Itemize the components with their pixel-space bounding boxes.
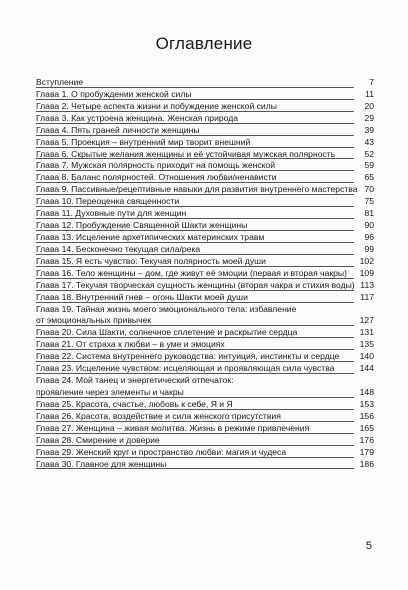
toc-entry-title: Глава 7. Мужская полярность приходит на помощь женской <box>36 160 276 171</box>
toc-entry <box>36 149 374 161</box>
toc-entry <box>36 280 374 292</box>
page-number: 5 <box>365 540 372 552</box>
toc-entry-page-number: 70 <box>364 184 374 195</box>
toc-entry-title: Глава 3. Как устроена женщина. Женская природа <box>36 112 239 123</box>
toc-entry <box>36 447 374 459</box>
toc-entry-title: Вступление <box>36 77 84 87</box>
toc-entry <box>36 244 374 256</box>
toc-entry-title: Глава 14. Бесконечно текущая сила/река <box>36 243 201 254</box>
toc-entry-title: Глава 29. Женский круг и пространство любви: магия и чудеса <box>36 446 287 457</box>
toc-entry-page-number: 59 <box>364 160 374 171</box>
toc-entry-page-number: 165 <box>359 422 374 433</box>
toc-entry-title: Глава 19. Тайная жизнь моего эмоционального тела: избавление <box>36 303 297 314</box>
toc-entry-title-continued: проявление через элементы и чакры <box>36 386 184 397</box>
toc-entry-page-number: 109 <box>359 267 374 278</box>
toc-entry-title: Глава 1. О пробуждении женской силы <box>36 88 192 99</box>
toc-entry <box>36 268 374 280</box>
toc-entry <box>36 125 374 137</box>
toc-entry-page-number: 99 <box>364 243 374 254</box>
toc-entry <box>36 220 374 232</box>
toc-entry-page-number: 135 <box>359 339 374 350</box>
toc-entry <box>36 423 374 435</box>
toc-entry <box>36 137 374 149</box>
toc-entry <box>36 411 374 423</box>
toc-entry <box>36 351 374 363</box>
toc-entry-page-number: 179 <box>359 446 374 457</box>
toc-entry-title: Глава 26. Красота, воздействие и сила женского присутствия <box>36 410 281 421</box>
toc-entry-title: Глава 13. Исцеление архетипических материнских травм <box>36 231 265 242</box>
toc-entry <box>36 196 374 208</box>
toc-entry <box>36 256 374 268</box>
toc-entry <box>36 89 374 101</box>
toc-entry <box>36 184 374 196</box>
toc-entry-page-number: 43 <box>364 136 374 147</box>
toc-entry-page-number: 52 <box>364 148 374 159</box>
toc-entry-page-number: 102 <box>359 255 374 266</box>
toc-entry-title: Глава 10. Переоценка священности <box>36 196 180 207</box>
toc-entry-title: Глава 25. Красота, счастье, любовь к себе, Я и Я <box>36 398 233 409</box>
toc-entry <box>36 339 374 351</box>
toc-entry-title: Глава 9. Пассивные/рецептивные навыки для развития внутреннего мастерства <box>36 184 358 195</box>
toc-entry-page-number: 153 <box>359 398 374 409</box>
toc-entry-page-number: 156 <box>359 410 374 421</box>
toc-entry-title: Глава 27. Женщина – живая молитва. Жизнь в режиме привлечения <box>36 422 310 433</box>
toc-entry-title: Глава 8. Баланс полярностей. Отношения любви/ненависти <box>36 172 277 183</box>
toc-entry-page-number: 11 <box>365 88 374 99</box>
table-of-contents <box>36 77 374 470</box>
toc-entry <box>36 172 374 184</box>
toc-entry-title: Глава 11. Духовные пути для женщин <box>36 208 187 219</box>
toc-entry-page-number: 90 <box>364 220 374 231</box>
toc-entry-title: Глава 2. Четыре аспекта жизни и побуждение женской силы <box>36 100 277 111</box>
toc-entry-page-number: 65 <box>364 172 374 183</box>
toc-entry-page-number: 81 <box>364 208 374 219</box>
toc-entry <box>36 363 374 375</box>
toc-entry-title: Глава 5. Проекция – внутренний мир творит внешний <box>36 136 251 147</box>
toc-entry-page-number: 29 <box>364 112 374 123</box>
toc-entry <box>36 113 374 125</box>
toc-entry-title: Глава 16. Тело женщины – дом, где живут её эмоции (первая и вторая чакры) <box>36 267 347 278</box>
toc-entry-page-number: 39 <box>364 124 374 135</box>
toc-entry-title: Глава 6. Скрытые желания женщины и её устойчивая мужская полярность <box>36 148 336 159</box>
toc-entry-page-number: 186 <box>359 458 374 469</box>
toc-entry-title: Глава 12. Пробуждение Священной Шакти женщины <box>36 220 248 231</box>
toc-entry <box>36 459 374 471</box>
toc-entry-page-number: 176 <box>359 434 374 445</box>
toc-entry-title: Глава 28. Смирение и доверие <box>36 434 160 445</box>
toc-entry-title: Глава 17. Текучая творческая сущность женщины (вторая чакра и стихия воды) <box>36 279 355 290</box>
toc-entry <box>36 327 374 339</box>
page-title: Оглавление <box>155 34 253 53</box>
toc-entry-page-number: 144 <box>359 363 374 374</box>
toc-entry <box>36 399 374 411</box>
toc-entry-title: Глава 30. Главное для женщины <box>36 458 167 469</box>
toc-entry-title: Глава 18. Внутренний гнев – огонь Шакти моей души <box>36 291 248 302</box>
toc-entry-title: Глава 15. Я есть чувство: Текучая полярность моей души <box>36 255 266 266</box>
toc-entry-page-number: 127 <box>359 315 374 326</box>
toc-entry-page-number: 131 <box>359 327 374 338</box>
toc-entry <box>36 435 374 447</box>
toc-entry <box>36 77 374 89</box>
toc-entry <box>36 375 374 399</box>
toc-entry-title: Глава 23. Исцеление чувством: исцеляющая и проявляющая сила чувства <box>36 363 335 374</box>
toc-entry-title: Глава 24. Мой танец и энергетический отпечаток: <box>36 375 234 386</box>
toc-entry <box>36 304 374 328</box>
toc-entry-page-number: 96 <box>364 231 374 242</box>
toc-entry <box>36 160 374 172</box>
toc-entry-page-number: 75 <box>364 196 374 207</box>
toc-entry-title: Глава 20. Сила Шакти, солнечное сплетение и раскрытие сердца <box>36 327 298 338</box>
toc-entry <box>36 232 374 244</box>
toc-entry-page-number: 113 <box>360 279 374 290</box>
toc-entry-title: Глава 22. Система внутреннего руководства: интуиция, инстинкты и сердце <box>36 351 340 362</box>
toc-entry <box>36 208 374 220</box>
toc-entry-page-number: 117 <box>360 291 374 302</box>
toc-entry-page-number: 20 <box>364 100 374 111</box>
toc-entry-page-number: 7 <box>369 76 374 87</box>
toc-entry-page-number: 140 <box>359 351 374 362</box>
toc-entry <box>36 292 374 304</box>
toc-entry <box>36 101 374 113</box>
toc-entry-title: Глава 21. От страха к любви – в уме и эмоциях <box>36 339 225 350</box>
toc-entry-title: Глава 4. Пять граней личности женщины <box>36 124 200 135</box>
toc-entry-page-number: 148 <box>359 386 374 397</box>
toc-entry-title-continued: от эмоциональных привычек <box>36 315 152 326</box>
